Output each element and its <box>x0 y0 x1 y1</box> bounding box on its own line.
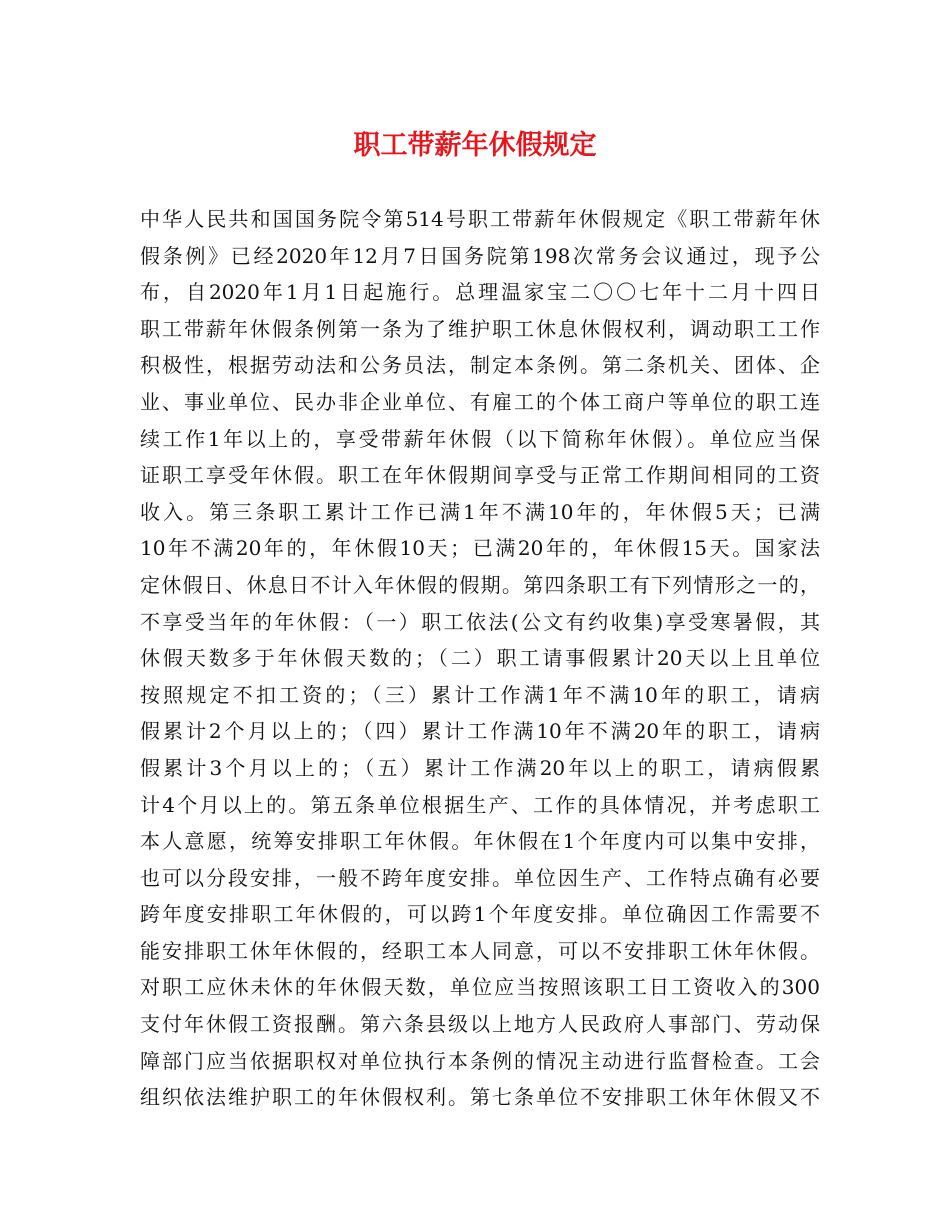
body-line: 证职工享受年休假。职工在年休假期间享受与正常工作期间相同的工资 <box>140 463 820 488</box>
body-line: 10年不满20年的，年休假10天；已满20年的，年休假15天。国家法 <box>140 536 820 561</box>
body-line: 休假天数多于年休假天数的；（二）职工请事假累计20天以上且单位 <box>140 646 820 671</box>
body-line: 积极性，根据劳动法和公务员法，制定本条例。第二条机关、团体、企 <box>140 353 820 378</box>
body-line: 假条例》已经2020年12月7日国务院第198次常务会议通过，现予公 <box>140 243 820 268</box>
body-line: 定休假日、休息日不计入年休假的假期。第四条职工有下列情形之一的， <box>140 572 820 597</box>
body-line: 续工作1年以上的，享受带薪年休假（以下简称年休假）。单位应当保 <box>140 426 820 451</box>
body-line: 业、事业单位、民办非企业单位、有雇工的个体工商户等单位的职工连 <box>140 389 820 414</box>
body-line: 收入。第三条职工累计工作已满1年不满10年的，年休假5天；已满 <box>140 499 820 524</box>
document-title: 职工带薪年休假规定 <box>353 130 597 161</box>
document-body <box>140 201 820 1116</box>
body-line: 对职工应休未休的年休假天数，单位应当按照该职工日工资收入的300 <box>140 975 820 1000</box>
body-line: 职工带薪年休假条例第一条为了维护职工休息休假权利，调动职工工作 <box>140 316 820 341</box>
body-line: 计4个月以上的。第五条单位根据生产、工作的具体情况，并考虑职工 <box>140 792 820 817</box>
body-line: 也可以分段安排，一般不跨年度安排。单位因生产、工作特点确有必要 <box>140 865 820 890</box>
body-line: 不享受当年的年休假：（一）职工依法(公文有约收集)享受寒暑假，其 <box>140 609 820 634</box>
body-line: 能安排职工休年休假的，经职工本人同意，可以不安排职工休年休假。 <box>140 938 820 963</box>
body-line: 支付年休假工资报酬。第六条县级以上地方人民政府人事部门、劳动保 <box>140 1012 820 1037</box>
body-line: 组织依法维护职工的年休假权利。第七条单位不安排职工休年休假又不 <box>140 1085 820 1110</box>
body-line: 按照规定不扣工资的；（三）累计工作满1年不满10年的职工，请病 <box>140 682 820 707</box>
body-line: 本人意愿，统筹安排职工年休假。年休假在1个年度内可以集中安排， <box>140 829 820 854</box>
body-line: 跨年度安排职工年休假的，可以跨1个年度安排。单位确因工作需要不 <box>140 902 820 927</box>
body-line: 布，自2020年1月1日起施行。总理温家宝二〇〇七年十二月十四日 <box>140 280 820 305</box>
body-line: 假累计3个月以上的；（五）累计工作满20年以上的职工，请病假累 <box>140 755 820 780</box>
body-line: 中华人民共和国国务院令第514号职工带薪年休假规定《职工带薪年休 <box>140 207 820 231</box>
body-line: 障部门应当依据职权对单位执行本条例的情况主动进行监督检查。工会 <box>140 1048 820 1073</box>
body-line: 假累计2个月以上的；（四）累计工作满10年不满20年的职工，请病 <box>140 719 820 744</box>
